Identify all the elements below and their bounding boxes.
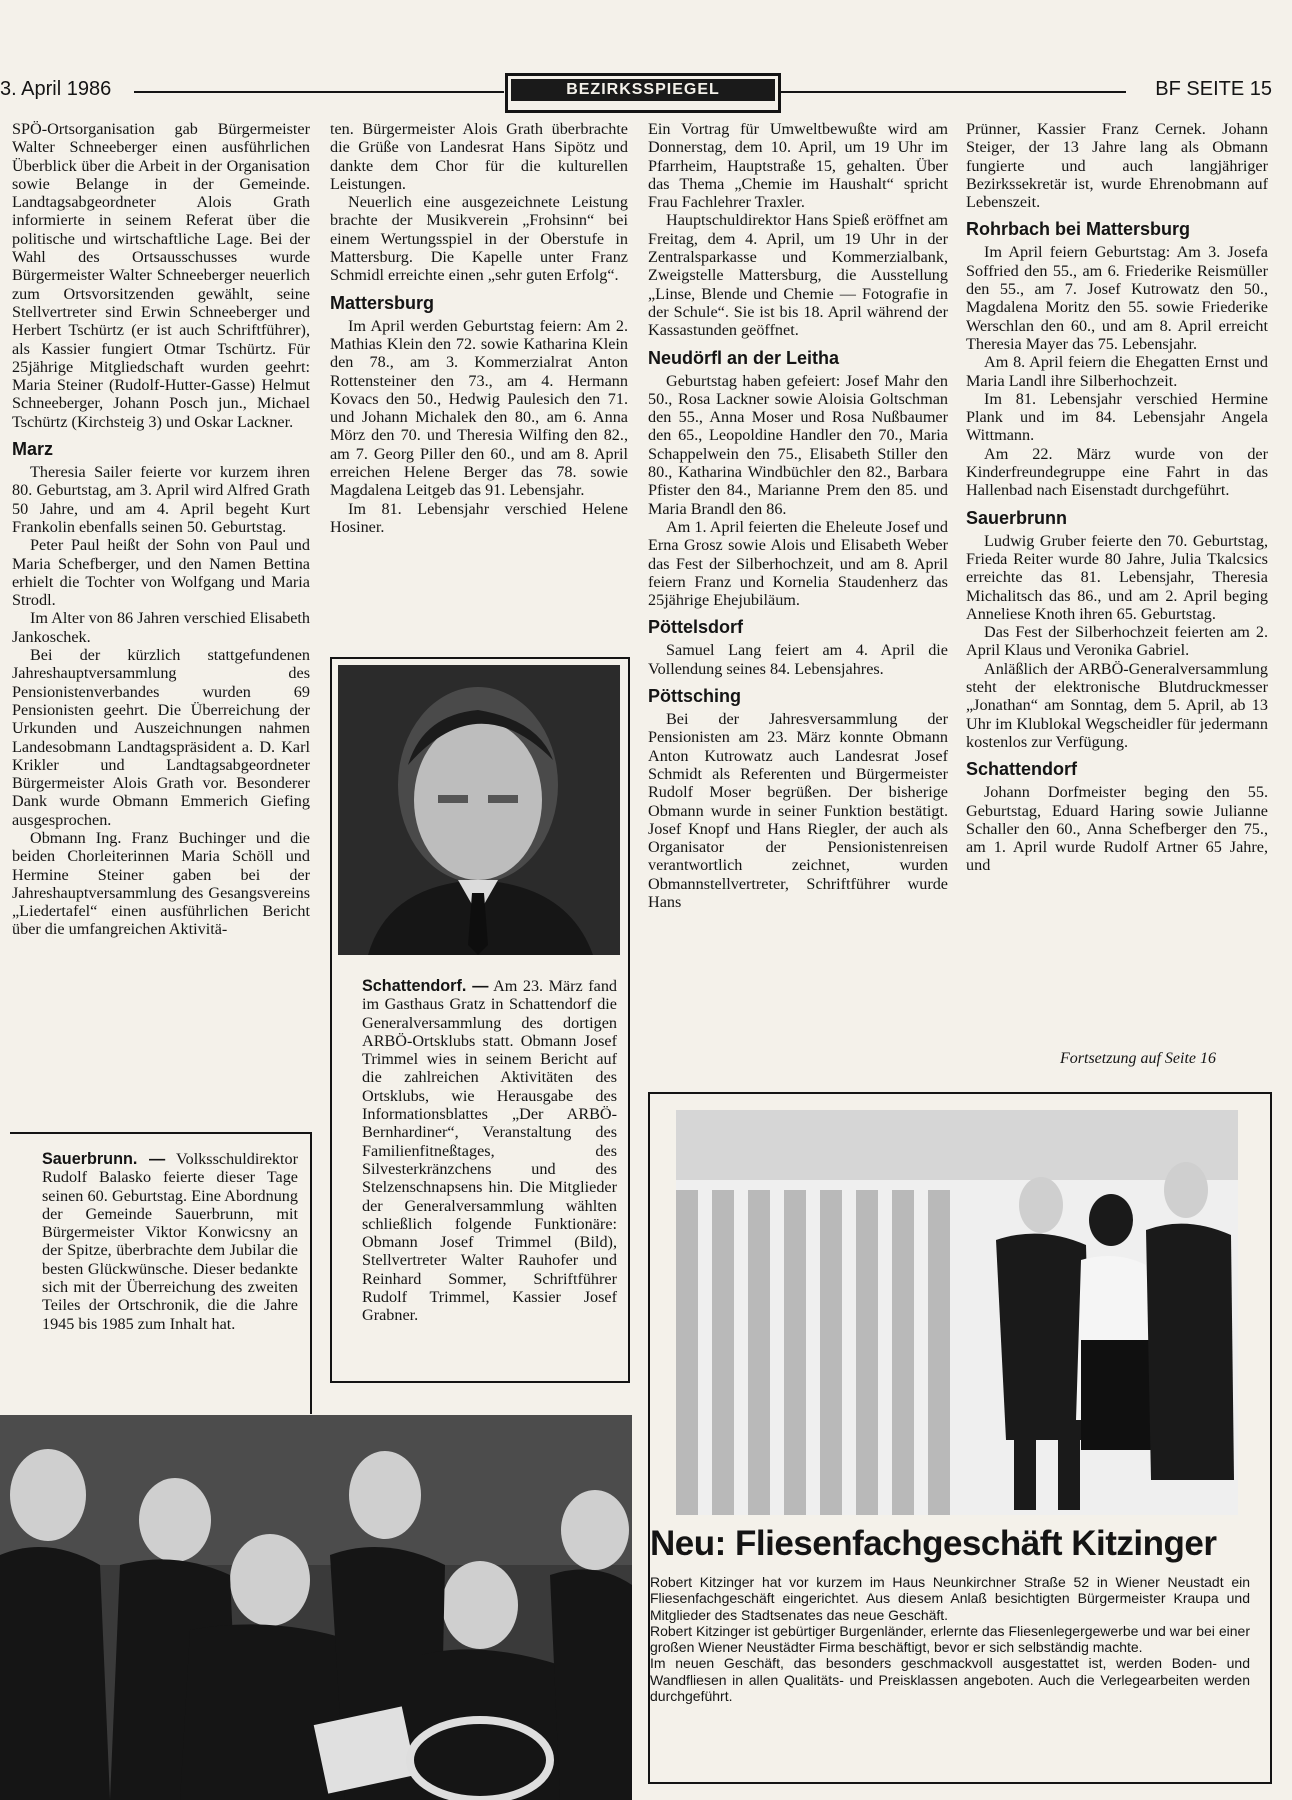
caption-schattendorf [362, 977, 617, 1325]
paragraph: Robert Kitzinger hat vor kurzem im Haus Neunkirchner Straße 52 in Wiener Neustadt ein Fliesenfachgeschäft eingerichtet. Aus diesem Anlaß besichtigten Bürgermeister Kraupa und Mitglieder des Stadtsenates das neue Geschäft. [650, 1574, 1250, 1623]
section-label-box [505, 73, 781, 113]
article-column-3 [648, 120, 948, 911]
paragraph: Samuel Lang feiert am 4. April die Vollendung seines 84. Lebensjahres. [648, 641, 948, 678]
section-heading-sauerbrunn: Sauerbrunn [966, 507, 1068, 528]
header-rule-right [781, 91, 1126, 93]
caption-sauerbrunn [42, 1150, 298, 1333]
paragraph: Hauptschuldirektor Hans Spieß eröffnet am Freitag, dem 4. April, um 19 Uhr in der Zentralsparkasse und Kommerzialbank, Zweigstelle Mattersburg, die Ausstellung „Linse, Blende und Chemie — Fotografie in der Schule“. Sie ist bis 18. April während der Kassastunden geöffnet. [648, 211, 949, 340]
paragraph: Peter Paul heißt der Sohn von Paul und Maria Schefberger, und den Namen Bettina erhielt die Tochter von Wolfgang und Maria Strodl. [12, 536, 310, 610]
paragraph: Theresia Sailer feierte vor kurzem ihren 80. Geburtstag, am 3. April wird Alfred Grath 50 Jahre, und am 4. April begeht Kurt Frankolin ebenfalls seinen 50. Geburtstag. [12, 463, 310, 536]
section-heading-marz: Marz [12, 439, 54, 460]
paragraph: Bei der kürzlich stattgefundenen Jahreshauptversammlung des Pensionistenverbandes wurden 69 Pensionisten geehrt. Die Überreichung der Urkunden und Auszeichnungen nahmen Landesobmann Landtagspräsident a. D. Karl Krikler und Landtagsabgeordneter Bürgermeister Alois Grath vor. Besonderer Dank wurde Obmann Emmerich Giefing ausgesprochen. [12, 646, 310, 829]
portrait-illustration [338, 665, 620, 955]
section-heading-poettelsdorf: Pöttelsdorf [648, 617, 744, 638]
ad-photo-showroom [676, 1110, 1238, 1515]
caption-lead: Sauerbrunn. — [42, 1150, 166, 1168]
header-rule-left [134, 91, 504, 93]
ad-headline: Neu: Fliesenfachgeschäft Kitzinger [650, 1524, 1217, 1563]
ad-body [650, 1574, 1250, 1704]
caption-text: Volksschuldirektor Rudolf Balasko feierte dieser Tage seinen 60. Geburtstag. Eine Abordnung der Gemeinde Sauerbrunn, mit Bürgermeister Viktor Konwicsny an der Spitze, überbrachte dem Jubilar die besten Glückwünsche. Dieser bedankte sich mit der Überreichung des zweiten Teiles der Ortschronik, die die Jahre 1945 bis 1985 zum Inhalt hat. [42, 1150, 298, 1333]
article-column-4 [966, 120, 1268, 875]
paragraph: Anläßlich der ARBÖ-Generalversammlung steht der elektronische Blutdruckmesser „Jonathan“ am Sonntag, dem 5. April, ab 13 Uhr im Klublokal Wegscheidler für jedermann kostenlos zur Verfügung. [966, 659, 1268, 751]
paragraph: Johann Dorfmeister beging den 55. Geburtstag, Eduard Haring sowie Julianne Schaller den 60., Anna Schefberger den 75., am 1. April wurde Rudolf Artner 65 Jahre, und [966, 783, 1268, 875]
continuation-note: Fortsetzung auf Seite 16 [1060, 1050, 1216, 1067]
section-heading-poettsching: Pöttsching [648, 686, 741, 707]
paragraph: Ein Vortrag für Umweltbewußte wird am Donnerstag, dem 10. April, um 19 Uhr im Pfarrheim, Hauptstraße 15, gehalten. Über das Thema „Chemie im Haushalt“ spricht Frau Fachlehrer Traxler. [648, 120, 948, 212]
caption-text: Am 23. März fand im Gasthaus Gratz in Schattendorf die Generalversammlung des dortigen ARBÖ-Ortsklubs statt. Obmann Josef Trimmel wies in seinem Bericht auf die zahlreichen Aktivitäten des Ortsklubs, wie Herausgabe des Informationsblattes „Der ARBÖ-Bernhardiner“, Veranstaltung des Familienfitneßtages, des Silvesterkränzchens und des Stelzenschnapsens hin. Die Mitglieder der Generalversammlung wählten schließlich folgende Funktionäre: Obmann Josef Trimmel (Bild), Stellvertreter Walter Rauhofer und Reinhard Sommer, Schriftführer Rudolf Trimmel, Kassier Josef Grabner. [362, 977, 618, 1325]
paragraph: Robert Kitzinger ist gebürtiger Burgenländer, erlernte das Fliesenlegergewerbe und war bei einer großen Wiener Neustädter Firma beschäftigt, bevor er sich selbständig machte. [650, 1622, 1250, 1656]
page-header [0, 72, 1292, 112]
paragraph: Prünner, Kassier Franz Cernek. Johann Steiger, der 13 Jahre lang als Obmann fungierte und auch langjähriger Bezirkssekretär ist, wurde Ehrenobmann auf Lebenszeit. [966, 120, 1268, 212]
paragraph: Ludwig Gruber feierte den 70. Geburtstag, Frieda Reiter wurde 80 Jahre, Julia Tkalcsics erreichte das 81. Lebensjahr, Theresia Michalitsch das 86., und am 2. April beging Anneliese Knoth ihren 65. Geburtstag. [966, 531, 1268, 623]
paragraph: Im 81. Lebensjahr verschied Hermine Plank und im 84. Lebensjahr Angela Wittmann. [966, 389, 1268, 445]
ad-photo-illustration [676, 1110, 1238, 1515]
group-photo-illustration [0, 1415, 632, 1800]
section-heading-rohrbach: Rohrbach bei Mattersburg [966, 219, 1191, 240]
section-heading-schattendorf: Schattendorf [966, 759, 1078, 780]
paragraph: Obmann Ing. Franz Buchinger und die beiden Chorleiterinnen Maria Schöll und Hermine Steiner gaben bei der Jahreshauptversammlung des Gesangsvereins „Liedertafel“ einen ausführlichen Bericht über die umfangreichen Aktivitä- [12, 828, 310, 939]
section-heading-mattersburg: Mattersburg [330, 292, 435, 313]
paragraph: Am 8. April feiern die Ehegatten Ernst und Maria Landl ihre Silberhochzeit. [966, 353, 1268, 390]
paragraph: Am 22. März wurde von der Kinderfreundegruppe eine Fahrt in das Hallenbad nach Eisenstadt durchgeführt. [966, 444, 1268, 500]
paragraph: Im Alter von 86 Jahren verschied Elisabeth Jankoschek. [12, 609, 310, 646]
paragraph: SPÖ-Ortsorganisation gab Bürgermeister Walter Schneeberger einen ausführlichen Überblick über die Arbeit in der Organisation sowie Belange in der Gemeinde. Landtagsabgeordneter Alois Grath informierte in seinem Referat über die politische und wirtschaftliche Lage. Bei der Wahl des Ortsausschusses wurde Bürgermeister Walter Schneeberger neuerlich zum Ortsvorsitzenden gewählt, seine Stellvertreter sind Erwin Schneeberger und Herbert Tschürtz (er ist auch Schriftführer), als Kassier fungiert Otmar Tschürtz. Für 25jährige Mitgliedschaft wurden geehrt: Maria Steiner (Rudolf-Hutter-Gasse) Helmut Schneeberger, Johann Posch jun., Michael Tschürtz (Kirchsteig 3) und Oskar Lackner. [12, 120, 310, 431]
paragraph: ten. Bürgermeister Alois Grath überbrachte die Grüße von Landesrat Hans Sipötz und dankte dem Chor für die kulturellen Leistungen. [330, 120, 628, 193]
page-number: BF SEITE 15 [1155, 78, 1272, 100]
section-title: BEZIRKSSPIEGEL [511, 79, 775, 101]
paragraph: Neuerlich eine ausgezeichnete Leistung brachte der Musikverein „Frohsinn“ bei einem Wertungsspiel in der Oberstufe in Mattersburg. Die Kapelle unter Franz Schmidl erreichte einen „sehr guten Erfolg“. [330, 193, 628, 285]
paragraph: Im 81. Lebensjahr verschied Helene Hosiner. [330, 499, 628, 536]
issue-date: 3. April 1986 [0, 78, 112, 100]
paragraph: Im April feiern Geburtstag: Am 3. Josefa Soffried den 55., am 6. Friederike Reismüller den 55., am 7. Josef Kutrowatz den 50., Magdalena Moritz den 55. sowie Friederike Werschlan den 60., und am 8. April erreicht Theresia Mayer das 75. Lebensjahr. [966, 243, 1268, 353]
paragraph: Im April werden Geburtstag feiern: Am 2. Mathias Klein den 72. sowie Katharina Klein den 78., am 3. Kommerzialrat Anton Rottensteiner den 73., am 4. Hermann Kovacs den 50., Hedwig Paulesich den 71. und Johann Michalek den 80., am 6. Anna Mörz den 70. und Theresia Wilfing den 82., am 7. Georg Piller den 60., und am 8. April erreichen Helene Berger das 78. sowie Magdalena Leitgeb das 91. Lebensjahr. [330, 316, 628, 500]
group-photo-sauerbrunn [0, 1415, 632, 1800]
paragraph: Im neuen Geschäft, das besonders geschmackvoll ausgestattet ist, werden Boden- und Wandfliesen in allen Qualitäts- und Preisklassen angeboten. Auch die Verlegearbeiten werden durchgeführt. [650, 1655, 1250, 1705]
caption-lead: Schattendorf. — [362, 977, 489, 995]
portrait-photo-josef-trimmel [338, 665, 620, 955]
paragraph: Bei der Jahresversammlung der Pensionisten am 23. März konnte Obmann Anton Kutrowatz auch Landesrat Josef Schmidt als Referenten und Bürgermeister Rudolf Moser begrüßen. Der bisherige Obmann wurde in seiner Funktion bestätigt. Josef Knopf und Hans Riegler, der auch als Organisator der Pensionistenreisen verantwortlich zeichnet, wurden Obmannstellvertreter, Schriftführer wurde Hans [648, 710, 948, 911]
article-column-2 [330, 120, 628, 536]
paragraph: Am 1. April feierten die Eheleute Josef und Erna Grosz sowie Alois und Elisabeth Weber das Fest der Silberhochzeit, und am 8. April feiern Franz und Kornelia Staudenherz das 25jährige Ehejubiläum. [648, 517, 948, 610]
paragraph: Geburtstag haben gefeiert: Josef Mahr den 50., Rosa Lackner sowie Aloisia Goltschman den 55., Anna Moser und Rosa Nußbaumer den 65., Leopoldine Handler den 70., Maria Schappelwein den 75., Elisabeth Stiller den 80., Katharina Windbüchler den 82., Barbara Pfister den 84., Marianne Prem den 85. und Maria Brandl den 86. [648, 371, 948, 518]
article-column-1 [12, 120, 310, 939]
paragraph: Das Fest der Silberhochzeit feierten am 2. April Klaus und Veronika Gabriel. [966, 623, 1268, 660]
section-heading-neudoerfl: Neudörfl an der Leitha [648, 347, 840, 368]
